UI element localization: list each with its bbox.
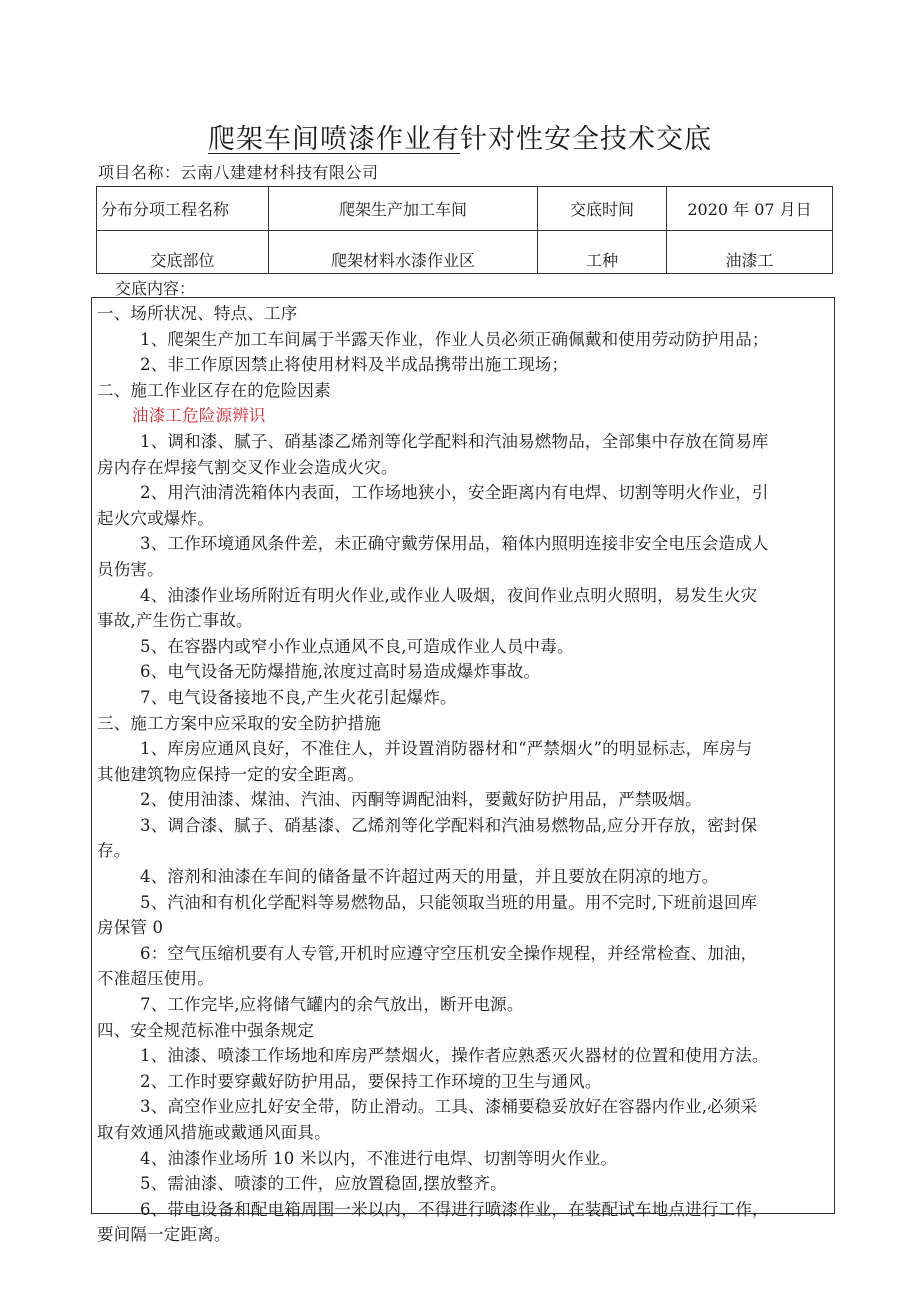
content-line: 3、高空作业应扎好安全带，防止滑动。工具、漆桶要稳妥放好在容器内作业,必须采 (140, 1097, 758, 1117)
content-line: 5、在容器内或窄小作业点通风不良,可造成作业人员中毒。 (140, 636, 574, 656)
title-underlined-part: 爬架车间喷漆作业有 (208, 124, 460, 155)
content-line: 3、调合漆、腻子、硝基漆、乙烯剂等化学配料和汽油易燃物品,应分开存放，密封保 (140, 815, 758, 835)
section-heading: 一、场所状况、特点、工序 (97, 304, 298, 323)
content-line: 7、工作完毕,应将储气罐内的余气放出，断开电源。 (140, 995, 524, 1015)
content-line: 取有效通风措施或戴通风面具。 (97, 1123, 331, 1142)
section-heading: 四、安全规范标准中强条规定 (97, 1020, 315, 1040)
content-line: 5、汽油和有机化学配料等易燃物品，只能领取当班的用量。用不完时,下班前退回库 (140, 892, 758, 912)
content-line: 6、电气设备无防爆措施,浓度过高时易造成爆炸事故。 (140, 662, 541, 682)
info-table (96, 186, 833, 274)
hazard-subheading: 油漆工危险源辨识 (132, 406, 266, 426)
content-label: 交底内容： (115, 279, 196, 298)
content-line: 2、非工作原因禁止将使用材料及半成品携带出施工现场； (140, 355, 569, 375)
cell-location-label: 交底部位 (97, 231, 269, 274)
section-heading: 三、施工方案中应采取的安全防护措施 (97, 713, 381, 733)
cell-date-value: 2020 年 07 月日 (667, 187, 833, 231)
content-line: 存。 (97, 841, 131, 861)
content-line: 2、使用油漆、煤油、汽油、丙酮等调配油料，要戴好防护用品，严禁吸烟。 (140, 790, 702, 810)
content-body (97, 301, 835, 1248)
content-line: 4、油漆作业场所附近有明火作业,或作业人吸烟，夜间作业点明火照明，易发生火灾 (140, 585, 758, 605)
project-name: 项目名称：云南八建建材科技有限公司 (98, 163, 379, 182)
info-row-1 (97, 187, 833, 231)
content-line: 3、工作环境通风条件差，未正确守戴劳保用品，箱体内照明连接非安全电压会造成人 (140, 534, 769, 554)
content-line: 6、带电设备和配电箱周围一米以内，不得进行喷漆作业，在装配试车地点进行工作， (140, 1199, 769, 1219)
content-line: 1、爬架生产加工车间属于半露天作业，作业人员必须正确佩戴和使用劳动防护用品； (140, 329, 769, 349)
title-rest-part: 针对性安全技术交底 (460, 124, 712, 155)
content-line: 4、油漆作业场所 10 米以内，不准进行电焊、切割等明火作业。 (140, 1148, 618, 1168)
content-line: 2、工作时要穿戴好防护用品，要保持工作环境的卫生与通风。 (140, 1071, 602, 1091)
cell-trade-label: 工种 (538, 231, 667, 274)
content-line: 事故,产生伤亡事故。 (97, 611, 253, 631)
info-row-2 (97, 231, 833, 274)
cell-trade-value: 油漆工 (667, 231, 833, 274)
cell-project-label: 分布分项工程名称 (97, 187, 269, 231)
content-line: 2、用汽油清洗箱体内表面，工作场地狭小，安全距离内有电焊、切割等明火作业，引 (140, 483, 769, 503)
cell-date-label: 交底时间 (538, 187, 667, 231)
content-line: 6：空气压缩机要有人专管,开机时应遵守空压机安全操作规程，并经常检查、加油， (140, 943, 758, 963)
content-line: 7、电气设备接地不良,产生火花引起爆炸。 (140, 687, 457, 707)
content-line: 1、库房应通风良好，不准住人，并设置消防器材和“严禁烟火”的明显标志，库房与 (140, 739, 753, 759)
cell-project-value: 爬架生产加工车间 (269, 187, 538, 231)
content-line: 1、油漆、喷漆工作场地和库房严禁烟火，操作者应熟悉灭火器材的位置和使用方法。 (140, 1046, 769, 1066)
content-line: 其他建筑物应保持一定的安全距离。 (97, 764, 365, 784)
document-title (0, 117, 920, 156)
content-line: 房保管 0 (97, 918, 164, 938)
content-line: 要间隔一定距离。 (97, 1225, 231, 1245)
content-line: 4、溶剂和油漆在车间的储备量不许超过两天的用量，并且要放在阴凉的地方。 (140, 867, 719, 887)
content-line: 起火穴或爆炸。 (97, 508, 214, 528)
content-line: 5、需油漆、喷漆的工件，应放置稳固,摆放整齐。 (140, 1174, 507, 1194)
content-line: 1、调和漆、腻子、硝基漆乙烯剂等化学配料和汽油易燃物品，全部集中存放在简易库 (140, 431, 769, 451)
section-heading: 二、施工作业区存在的危险因素 (97, 380, 331, 400)
content-line: 不准超压使用。 (97, 969, 214, 989)
content-line: 员伤害。 (97, 559, 164, 579)
content-line: 房内存在焊接气割交叉作业会造成火灾。 (97, 457, 398, 477)
cell-location-value: 爬架材料水漆作业区 (269, 231, 538, 274)
